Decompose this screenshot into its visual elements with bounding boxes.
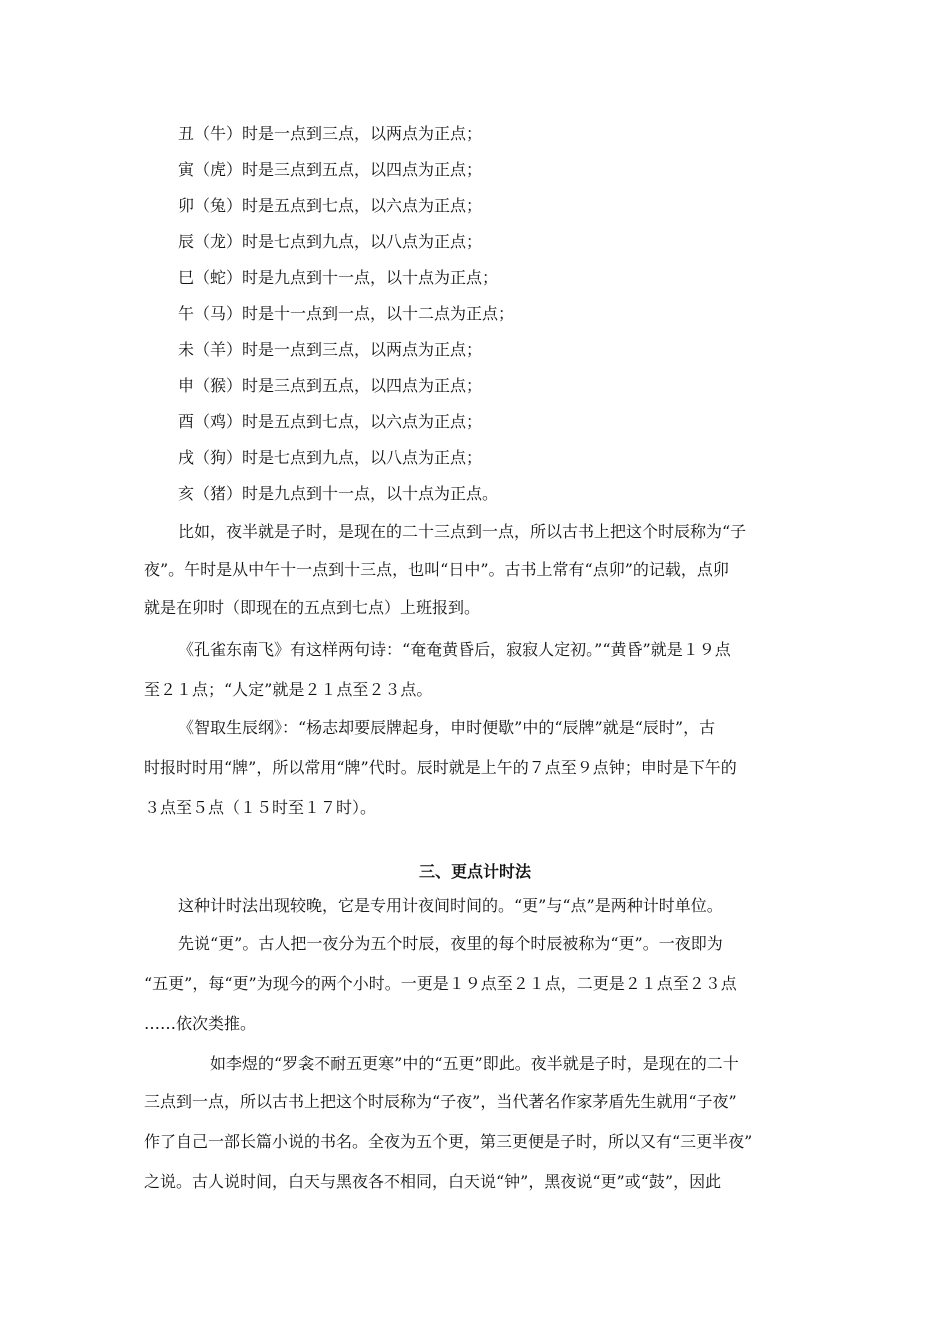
para5-line3: ……依次类推。 — [144, 1014, 257, 1033]
hour-line-chen: 辰（龙）时是七点到九点，以八点为正点； — [178, 232, 483, 251]
para3-line1: 《智取生辰纲》：“杨志却要辰牌起身，申时便歇”中的“辰牌”就是“辰时”，古 — [178, 718, 716, 737]
para5-line1: 先说“更”。古人把一夜分为五个时辰，夜里的每个时辰被称为“更”。一夜即为 — [178, 934, 723, 953]
para2-line1: 《孔雀东南飞》有这样两句诗：“奄奄黄昏后，寂寂人定初。”“黄昏”就是１９点 — [178, 640, 731, 659]
hour-line-xu: 戌（狗）时是七点到九点，以八点为正点； — [178, 448, 483, 467]
para6-line3: 作了自己一部长篇小说的书名。全夜为五个更，第三更便是子时，所以又有“三更半夜” — [144, 1132, 753, 1151]
para5-line2: “五更”，每“更”为现今的两个小时。一更是１９点至２１点，二更是２１点至２３点 — [144, 974, 737, 993]
hour-line-wu: 午（马）时是十一点到一点，以十二点为正点； — [178, 304, 515, 323]
hour-line-hai: 亥（猪）时是九点到十一点，以十点为正点。 — [178, 484, 499, 503]
para6-line4: 之说。古人说时间，白天与黑夜各不相同，白天说“钟”，黑夜说“更”或“鼓”，因此 — [144, 1172, 722, 1191]
hour-line-chou: 丑（牛）时是一点到三点，以两点为正点； — [178, 124, 483, 143]
para1-line1: 比如，夜半就是子时，是现在的二十三点到一点，所以古书上把这个时辰称为“子 — [178, 522, 747, 541]
hour-line-wei: 未（羊）时是一点到三点，以两点为正点； — [178, 340, 483, 359]
para3-line2: 时报时时用“牌”，所以常用“牌”代时。辰时就是上午的７点至９点钟；申时是下午的 — [144, 758, 737, 777]
para1-line2: 夜”。午时是从中午十一点到十三点，也叫“日中”。古书上常有“点卯”的记载，点卯 — [144, 560, 729, 579]
para1-line3: 就是在卯时（即现在的五点到七点）上班报到。 — [144, 598, 481, 617]
para6-line1: 如李煜的“罗衾不耐五更寒”中的“五更”即此。夜半就是子时，是现在的二十 — [210, 1054, 739, 1073]
para3-line3: ３点至５点（１５时至１７时）。 — [144, 798, 377, 817]
hour-line-shen: 申（猴）时是三点到五点，以四点为正点； — [178, 376, 483, 395]
para2-line2: 至２１点；“人定”就是２１点至２３点。 — [144, 680, 433, 699]
hour-line-mao: 卯（兔）时是五点到七点，以六点为正点； — [178, 196, 483, 215]
para6-line2: 三点到一点，所以古书上把这个时辰称为“子夜”，当代著名作家茅盾先生就用“子夜” — [144, 1092, 737, 1111]
hour-line-yin: 寅（虎）时是三点到五点，以四点为正点； — [178, 160, 483, 179]
hour-line-you: 酉（鸡）时是五点到七点，以六点为正点； — [178, 412, 483, 431]
hour-line-si: 巳（蛇）时是九点到十一点，以十点为正点； — [178, 268, 499, 287]
para4-line1: 这种计时法出现较晚，它是专用计夜间时间的。“更”与“点”是两种计时单位。 — [178, 896, 723, 915]
section-heading: 三、更点计时法 — [418, 862, 531, 881]
